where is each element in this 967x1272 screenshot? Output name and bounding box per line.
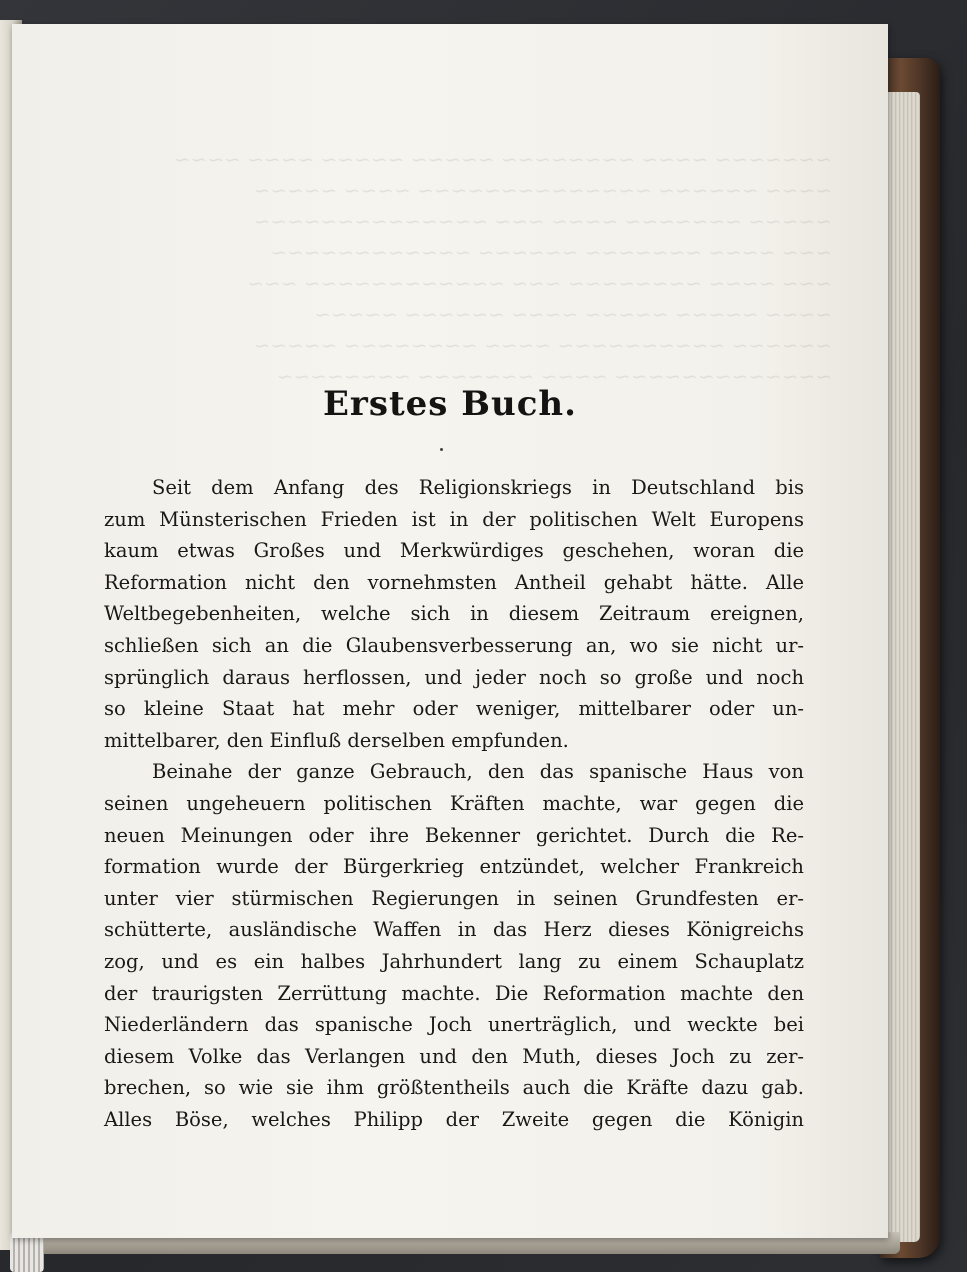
text-line: Alles Böse, welches Philipp der Zweite gegen die Königin <box>104 1107 804 1131</box>
text-line: brechen, so wie sie ihm größtentheils auch die Kräfte dazu gab. <box>104 1076 804 1100</box>
text-line: Niederländern das spanische Joch unerträglich, und weckte bei <box>104 1013 804 1037</box>
text-line: mittelbarer, den Einfluß derselben empfunden. <box>104 728 569 752</box>
text-line: kaum etwas Großes und Merkwürdiges geschehen, woran die <box>104 539 804 563</box>
text-line: Seit dem Anfang des Religionskriegs in Deutschland bis <box>152 476 804 499</box>
text-line: formation wurde der Bürgerkrieg entzündet, welcher Frankreich <box>104 855 804 879</box>
text-line: Beinahe der ganze Gebrauch, den das spanische Haus von <box>152 760 804 784</box>
text-line: so kleine Staat hat mehr oder weniger, mittelbarer oder un- <box>104 697 804 721</box>
text-line: der traurigsten Zerrüttung machte. Die Reformation machte den <box>104 981 804 1005</box>
text-line: neuen Meinungen oder ihre Bekenner gerichtet. Durch die Re- <box>104 823 804 847</box>
chapter-heading: Erstes Buch. <box>322 384 577 424</box>
body-text <box>104 472 804 1135</box>
text-line: sprünglich daraus herflossen, und jeder noch so große und noch <box>104 665 804 689</box>
page-edges <box>884 92 920 1242</box>
text-line: zog, und es ein halbes Jahrhundert lang zu einem Schauplatz <box>104 949 804 973</box>
text-line: schließen sich an die Glaubensverbesserung an, wo sie nicht ur- <box>104 633 804 657</box>
text-line: diesem Volke das Verlangen und den Muth, dieses Joch zu zer- <box>104 1044 804 1068</box>
bookmark-ribbon <box>10 1232 44 1272</box>
book-page <box>12 24 888 1238</box>
text-line: Reformation nicht den vornehmsten Antheil gehabt hätte. Alle <box>104 570 804 594</box>
text-line: unter vier stürmischen Regierungen in seinen Grundfesten er- <box>104 886 804 910</box>
text-line: zum Münsterischen Frieden ist in der politischen Welt Europens <box>104 507 804 531</box>
text-line: Weltbegebenheiten, welche sich in diesem Zeitraum ereignen, <box>104 602 804 626</box>
text-line: schütterte, ausländische Waffen in das Herz dieses Königreichs <box>104 918 804 942</box>
text-line: seinen ungeheuern politischen Kräften machte, war gegen die <box>104 791 804 815</box>
ornament-dot <box>440 448 443 451</box>
bleed-through-text: ~~~~~~~ ~~~~ ~~~~~~~~ ~~~~~ ~~~~~ ~~~~ ~~~~ ~~~~ ~~~~~~ ~~~~~~~~~~~~~~ ~~~~ ~~~~~ ~~~~~ ~~~~~~~ ~~~~ ~~~ ~~~~~~~~~~~~~~ ~~~ ~~~~ ~~~~~~~ ~~~~~~ ~~~~~~~~~~~~ ~~~ ~~~~ ~~~~~~~~ ~~~ ~~~~~~~~~~~~ ~~~ ~~~~ ~~~~~ ~~~~~ ~~~~ ~~~~~~ ~~~~~ ~~~~~~ ~~~~~~~~~~ ~~~~ ~~~~~~~~ ~~~~~ ~~~~~~~~~~~~~ ~~~~ ~~~~~~~ ~~~~~~~~ <box>173 147 832 388</box>
